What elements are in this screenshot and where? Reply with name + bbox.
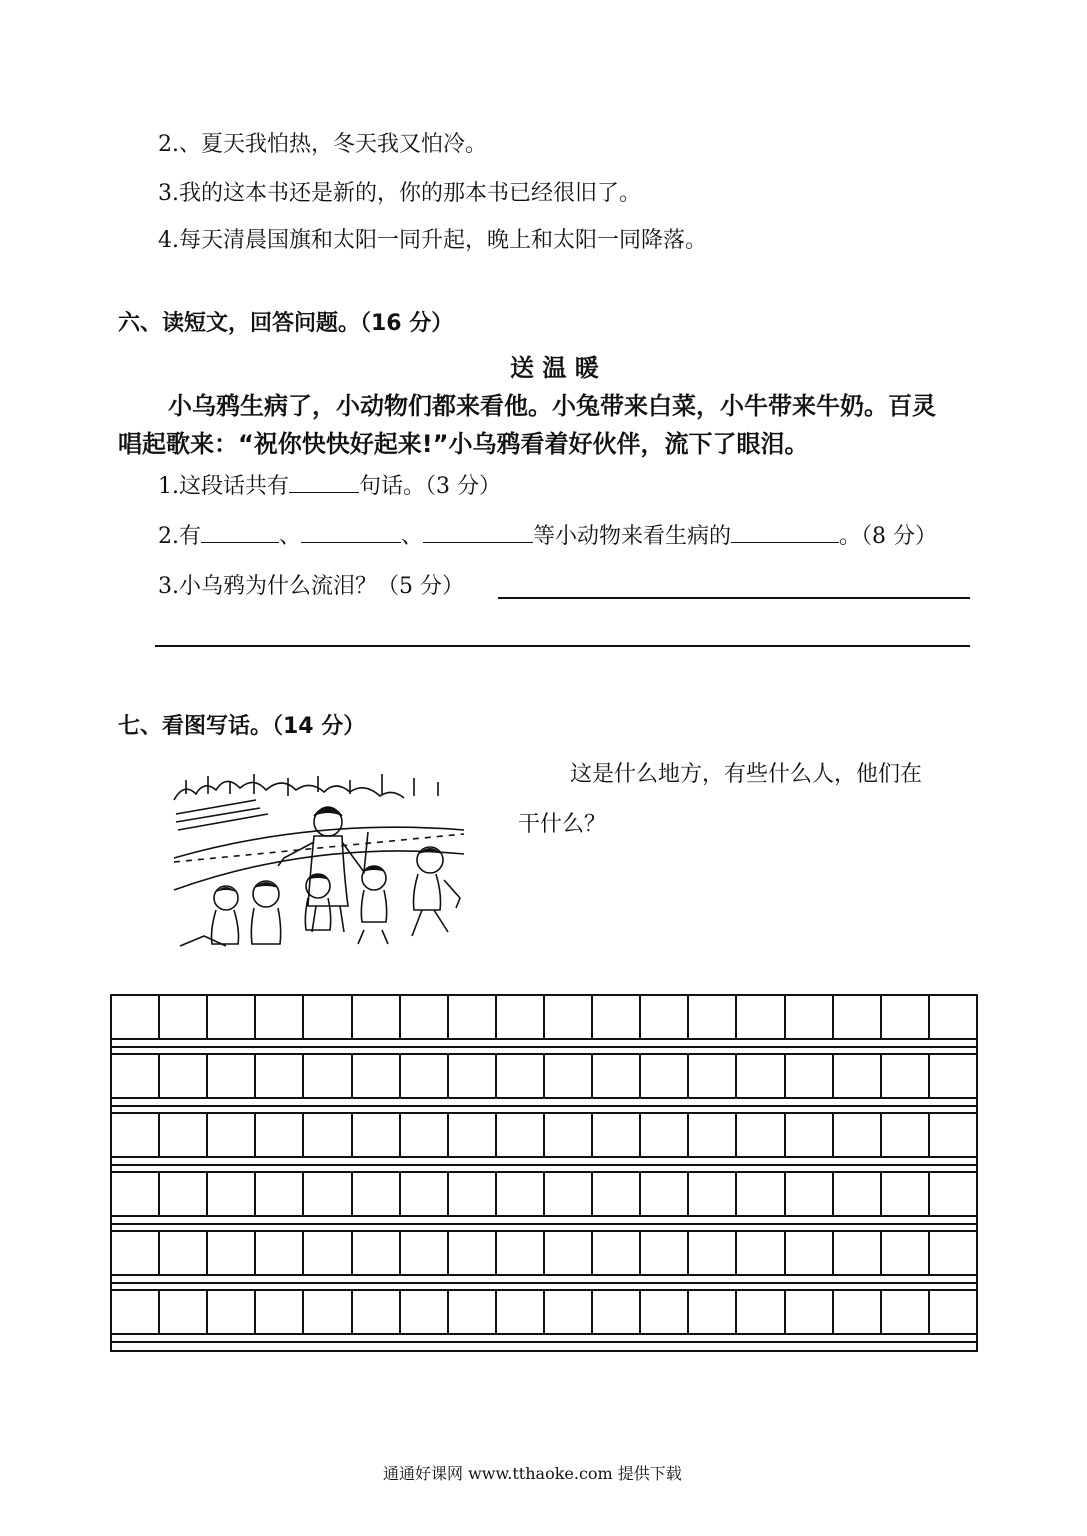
question-1-suffix: 句话。（3 分） bbox=[359, 474, 501, 499]
grid-cell[interactable] bbox=[880, 994, 928, 1040]
grid-cell[interactable] bbox=[399, 1289, 447, 1335]
grid-cell[interactable] bbox=[158, 1053, 206, 1099]
grid-cell[interactable] bbox=[254, 1171, 302, 1217]
grid-cell[interactable] bbox=[302, 994, 350, 1040]
grid-cell[interactable] bbox=[639, 1289, 687, 1335]
grid-cell[interactable] bbox=[591, 1112, 639, 1158]
grid-cell[interactable] bbox=[447, 1230, 495, 1276]
footer-text: 通通好课网 www.tthaoke.com 提供下载 bbox=[383, 1464, 682, 1483]
answer-line-q3-1[interactable] bbox=[498, 597, 970, 599]
passage-title: 送 温 暖 bbox=[510, 354, 599, 382]
grid-cell[interactable] bbox=[639, 994, 687, 1040]
grid-cell[interactable] bbox=[880, 1230, 928, 1276]
grid-cell[interactable] bbox=[302, 1230, 350, 1276]
passage-line-2: 唱起歌来：“祝你快快好起来!”小乌鸦看着好伙伴，流下了眼泪。 bbox=[118, 430, 809, 458]
grid-gap-line bbox=[112, 1341, 976, 1343]
grid-cell[interactable] bbox=[784, 1230, 832, 1276]
grid-cell[interactable] bbox=[351, 1230, 399, 1276]
grid-cell[interactable] bbox=[735, 1230, 783, 1276]
grid-cell[interactable] bbox=[928, 1289, 976, 1335]
grid-cell[interactable] bbox=[735, 1112, 783, 1158]
grid-cell[interactable] bbox=[832, 1230, 880, 1276]
grid-cell[interactable] bbox=[254, 1112, 302, 1158]
grid-cell[interactable] bbox=[254, 1230, 302, 1276]
grid-cell[interactable] bbox=[543, 1112, 591, 1158]
grid-cell[interactable] bbox=[832, 1171, 880, 1217]
grid-cell[interactable] bbox=[158, 994, 206, 1040]
question-1 bbox=[158, 470, 501, 502]
question-1-text: 1.这段话共有 bbox=[158, 474, 289, 499]
grid-cell[interactable] bbox=[112, 1289, 158, 1335]
sentence-item-4: 4.每天清晨国旗和太阳一同升起，晚上和太阳一同降落。 bbox=[158, 228, 707, 253]
grid-cell[interactable] bbox=[928, 994, 976, 1040]
grid-cell[interactable] bbox=[735, 1053, 783, 1099]
grid-cell[interactable] bbox=[928, 1230, 976, 1276]
answer-line-q3-2[interactable] bbox=[155, 645, 970, 647]
grid-cell[interactable] bbox=[735, 994, 783, 1040]
grid-cell[interactable] bbox=[447, 1171, 495, 1217]
grid-cell[interactable] bbox=[928, 1112, 976, 1158]
grid-cell[interactable] bbox=[447, 1112, 495, 1158]
grid-cell[interactable] bbox=[302, 1289, 350, 1335]
picture-prompt-line-1: 这是什么地方，有些什么人，他们在 bbox=[570, 762, 923, 787]
grid-cell[interactable] bbox=[495, 994, 543, 1040]
grid-cell[interactable] bbox=[880, 1171, 928, 1217]
sentence-item-3: 3.我的这本书还是新的，你的那本书已经很旧了。 bbox=[158, 181, 641, 206]
grid-cell[interactable] bbox=[495, 1230, 543, 1276]
grid-cell[interactable] bbox=[112, 994, 158, 1040]
grid-cell[interactable] bbox=[158, 1171, 206, 1217]
answer-blank-q1[interactable] bbox=[289, 470, 359, 493]
grid-cell[interactable] bbox=[687, 1230, 735, 1276]
grid-cell[interactable] bbox=[784, 1112, 832, 1158]
grid-cell[interactable] bbox=[591, 994, 639, 1040]
grid-cell[interactable] bbox=[254, 994, 302, 1040]
grid-cell[interactable] bbox=[591, 1171, 639, 1217]
section6-heading: 六、读短文，回答问题。（16 分） bbox=[118, 311, 454, 336]
grid-cell[interactable] bbox=[832, 1112, 880, 1158]
passage-line-1: 小乌鸦生病了，小动物们都来看他。小兔带来白菜，小牛带来牛奶。百灵 bbox=[168, 392, 936, 420]
grid-cell[interactable] bbox=[206, 994, 254, 1040]
grid-cell[interactable] bbox=[206, 1289, 254, 1335]
grid-cell[interactable] bbox=[158, 1230, 206, 1276]
question-3: 3.小乌鸦为什么流泪？（5 分） bbox=[158, 574, 464, 599]
section7-heading: 七、看图写话。（14 分） bbox=[118, 714, 366, 739]
grid-row bbox=[112, 1171, 976, 1217]
grid-cell[interactable] bbox=[351, 1289, 399, 1335]
grid-cell[interactable] bbox=[543, 1289, 591, 1335]
grid-cell[interactable] bbox=[206, 1230, 254, 1276]
grid-row bbox=[112, 1053, 976, 1099]
grid-cell[interactable] bbox=[639, 1171, 687, 1217]
grid-cell[interactable] bbox=[832, 994, 880, 1040]
grid-cell[interactable] bbox=[351, 994, 399, 1040]
grid-cell[interactable] bbox=[206, 1171, 254, 1217]
grid-cell[interactable] bbox=[495, 1112, 543, 1158]
separator: 、 bbox=[401, 524, 424, 549]
grid-row bbox=[112, 994, 976, 1040]
grid-cell[interactable] bbox=[639, 1112, 687, 1158]
question-2 bbox=[158, 520, 937, 552]
grid-gap-line bbox=[112, 1046, 976, 1048]
grid-gap-line bbox=[112, 1105, 976, 1107]
grid-cell[interactable] bbox=[495, 1053, 543, 1099]
grid-cell[interactable] bbox=[784, 1289, 832, 1335]
grid-cell[interactable] bbox=[687, 1112, 735, 1158]
grid-cell[interactable] bbox=[302, 1053, 350, 1099]
grid-cell[interactable] bbox=[495, 1171, 543, 1217]
grid-cell[interactable] bbox=[206, 1053, 254, 1099]
grid-cell[interactable] bbox=[735, 1289, 783, 1335]
grid-row bbox=[112, 1230, 976, 1276]
answer-blank-q2-2[interactable] bbox=[301, 520, 401, 543]
grid-cell[interactable] bbox=[639, 1053, 687, 1099]
grid-cell[interactable] bbox=[302, 1171, 350, 1217]
grid-cell[interactable] bbox=[543, 1230, 591, 1276]
grid-cell[interactable] bbox=[112, 1053, 158, 1099]
grid-cell[interactable] bbox=[543, 994, 591, 1040]
grid-cell[interactable] bbox=[351, 1053, 399, 1099]
grid-cell[interactable] bbox=[832, 1289, 880, 1335]
grid-cell[interactable] bbox=[112, 1230, 158, 1276]
grid-cell[interactable] bbox=[880, 1112, 928, 1158]
sentence-item-2: 2.、夏天我怕热，冬天我又怕冷。 bbox=[158, 132, 487, 157]
grid-cell[interactable] bbox=[880, 1289, 928, 1335]
answer-blank-q2-4[interactable] bbox=[731, 520, 839, 543]
grid-cell[interactable] bbox=[158, 1112, 206, 1158]
grid-cell[interactable] bbox=[399, 994, 447, 1040]
writing-grid[interactable] bbox=[110, 994, 978, 1352]
grid-cell[interactable] bbox=[351, 1171, 399, 1217]
grid-cell[interactable] bbox=[399, 1230, 447, 1276]
question-2-suffix: 。（8 分） bbox=[839, 524, 938, 549]
grid-cell[interactable] bbox=[447, 1289, 495, 1335]
grid-row bbox=[112, 1289, 976, 1335]
grid-cell[interactable] bbox=[784, 1053, 832, 1099]
grid-cell[interactable] bbox=[543, 1053, 591, 1099]
grid-cell[interactable] bbox=[254, 1053, 302, 1099]
grid-cell[interactable] bbox=[112, 1112, 158, 1158]
grid-cell[interactable] bbox=[735, 1171, 783, 1217]
grid-cell[interactable] bbox=[928, 1171, 976, 1217]
children-with-teacher-illustration bbox=[168, 770, 472, 950]
picture-prompt-line-2: 干什么？ bbox=[518, 812, 607, 837]
grid-cell[interactable] bbox=[687, 1171, 735, 1217]
grid-cell[interactable] bbox=[832, 1053, 880, 1099]
grid-cell[interactable] bbox=[687, 1289, 735, 1335]
answer-blank-q2-1[interactable] bbox=[201, 520, 279, 543]
grid-cell[interactable] bbox=[206, 1112, 254, 1158]
separator: 、 bbox=[279, 524, 302, 549]
grid-row bbox=[112, 1112, 976, 1158]
grid-cell[interactable] bbox=[639, 1230, 687, 1276]
grid-cell[interactable] bbox=[399, 1171, 447, 1217]
grid-cell[interactable] bbox=[687, 1053, 735, 1099]
grid-cell[interactable] bbox=[543, 1171, 591, 1217]
grid-cell[interactable] bbox=[591, 1289, 639, 1335]
grid-cell[interactable] bbox=[591, 1230, 639, 1276]
answer-blank-q2-3[interactable] bbox=[423, 520, 533, 543]
grid-gap-line bbox=[112, 1282, 976, 1284]
grid-cell[interactable] bbox=[495, 1289, 543, 1335]
grid-cell[interactable] bbox=[447, 1053, 495, 1099]
grid-cell[interactable] bbox=[399, 1112, 447, 1158]
grid-cell[interactable] bbox=[399, 1053, 447, 1099]
question-2-mid: 等小动物来看生病的 bbox=[533, 524, 732, 549]
grid-gap-line bbox=[112, 1164, 976, 1166]
grid-cell[interactable] bbox=[880, 1053, 928, 1099]
grid-cell[interactable] bbox=[158, 1289, 206, 1335]
grid-cell[interactable] bbox=[351, 1112, 399, 1158]
grid-cell[interactable] bbox=[254, 1289, 302, 1335]
grid-cell[interactable] bbox=[447, 994, 495, 1040]
grid-cell[interactable] bbox=[591, 1053, 639, 1099]
grid-cell[interactable] bbox=[302, 1112, 350, 1158]
grid-cell[interactable] bbox=[687, 994, 735, 1040]
grid-cell[interactable] bbox=[784, 994, 832, 1040]
question-2-text: 2.有 bbox=[158, 524, 201, 549]
grid-cell[interactable] bbox=[784, 1171, 832, 1217]
grid-cell[interactable] bbox=[112, 1171, 158, 1217]
grid-cell[interactable] bbox=[928, 1053, 976, 1099]
grid-gap-line bbox=[112, 1223, 976, 1225]
